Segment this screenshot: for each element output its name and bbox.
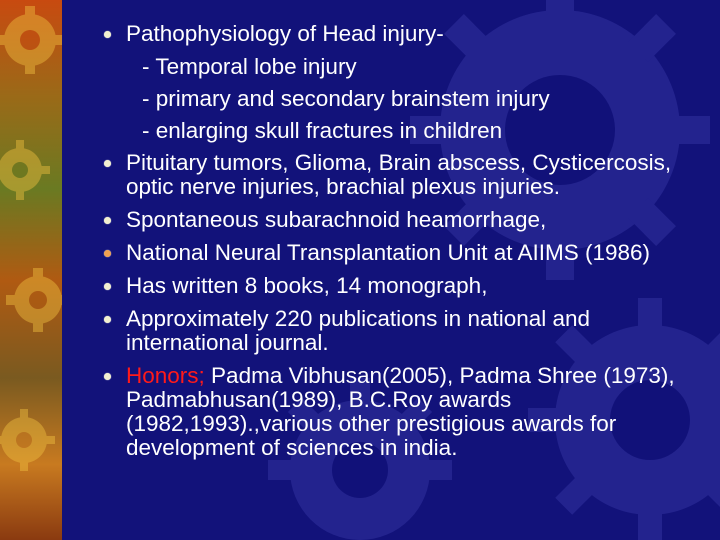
bullet-text xyxy=(126,364,704,460)
sub-item: - enlarging skull fractures in children xyxy=(142,118,503,143)
sub-item: - primary and secondary brainstem injury xyxy=(142,86,550,111)
sub-list xyxy=(126,55,704,143)
bullet-text: Has written 8 books, 14 monograph, xyxy=(126,273,488,298)
list-item xyxy=(104,364,704,460)
bullet-icon xyxy=(104,160,111,167)
bullet-text: Pathophysiology of Head injury- xyxy=(126,21,444,46)
bullet-icon xyxy=(104,250,111,257)
honors-text: Padma Vibhusan(2005), Padma Shree (1973), Padmabhusan(1989), B.C.Roy awards (1982,1993).,various other prestigious awards for development of sciences in india. xyxy=(126,363,675,460)
bullet-icon xyxy=(104,217,111,224)
gear-icon xyxy=(0,409,55,471)
bullet-icon xyxy=(104,283,111,290)
gear-icon xyxy=(0,6,62,74)
list-item xyxy=(104,241,704,265)
list-item xyxy=(104,22,704,143)
bullet-list xyxy=(104,22,704,469)
list-item xyxy=(104,151,704,199)
list-item xyxy=(104,274,704,298)
gear-icon xyxy=(6,268,62,332)
bullet-icon xyxy=(104,31,111,38)
bullet-text: Spontaneous subarachnoid heamorrhage, xyxy=(126,207,547,232)
list-item xyxy=(104,307,704,355)
bullet-icon xyxy=(104,316,111,323)
bullet-text: Pituitary tumors, Glioma, Brain abscess, Cysticercosis, optic nerve injuries, brachial plexus injuries. xyxy=(126,150,672,199)
bullet-text: National Neural Transplantation Unit at AIIMS (1986) xyxy=(126,240,651,265)
decorative-left-strip xyxy=(0,0,62,540)
sub-item: - Temporal lobe injury xyxy=(142,54,357,79)
bullet-text: Approximately 220 publications in national and international journal. xyxy=(126,306,591,355)
bullet-icon xyxy=(104,373,111,380)
list-item xyxy=(104,208,704,232)
honors-label: Honors; xyxy=(126,363,205,388)
gear-icon xyxy=(0,140,50,200)
